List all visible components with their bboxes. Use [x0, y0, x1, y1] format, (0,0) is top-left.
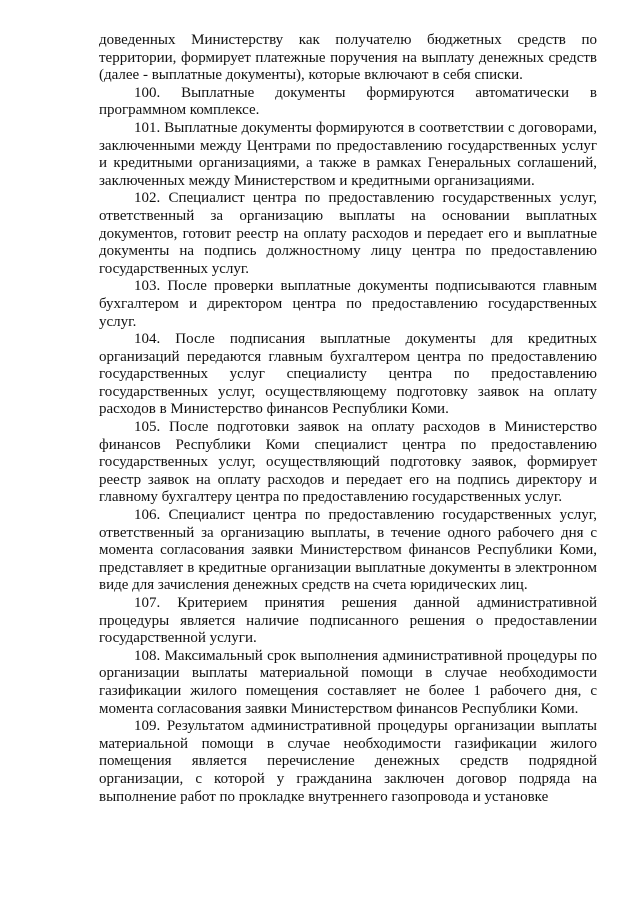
paragraph-108: 108. Максимальный срок выполнения административной процедуры по организации выплаты материальной помощи в случае необходимости газификации жилого помещения составляет не более 1 рабочего дня, с момента согласования заявки Министерством финансов Республики Коми. [99, 647, 597, 717]
paragraph-105: 105. После подготовки заявок на оплату расходов в Министерство финансов Республики Коми специалист центра по предоставлению государственных услуг, осуществляющий подготовку заявок, формирует реестр заявок на оплату расходов и передает его на подпись директору и главному бухгалтеру центра по предоставлению государственных услуг. [99, 419, 597, 506]
paragraph-102: 102. Специалист центра по предоставлению государственных услуг, ответственный за организацию выплаты на основании выплатных документов, готовит реестр на оплату расходов и передает его и выплатные документы на подпись должностному лицу центра по предоставлению государственных услуг. [99, 190, 597, 277]
paragraph-104: 104. После подписания выплатные документы для кредитных организаций передаются главным бухгалтером центра по предоставлению государственных услуг специалисту центра по предоставлению государственных услуг, осуществляющему подготовку заявок на оплату расходов в Министерство финансов Республики Коми. [99, 331, 597, 418]
document-page [99, 32, 597, 806]
paragraph-101: 101. Выплатные документы формируются в соответствии с договорами, заключенными между Центрами по предоставлению государственных услуг и кредитными организациями, а также в рамках Генеральных соглашений, заключенных между Министерством и кредитными организациями. [99, 119, 597, 189]
paragraph-106: 106. Специалист центра по предоставлению государственных услуг, ответственный за организацию выплаты, в течение одного рабочего дня с момента согласования заявки Министерством финансов Республики Коми, представляет в кредитные организации выплатные документы в электронном виде для зачисления денежных средств на счета юридических лиц. [99, 507, 597, 594]
paragraph-109: 109. Результатом административной процедуры организации выплаты материальной помощи в случае необходимости газификации жилого помещения является перечисление денежных средств подрядной организации, с которой у гражданина заключен договор подряда на выполнение работ по прокладке внутреннего газопровода и установке [99, 718, 597, 805]
paragraph-103: 103. После проверки выплатные документы подписываются главным бухгалтером и директором центра по предоставлению государственных услуг. [99, 278, 597, 330]
paragraph-107: 107. Критерием принятия решения данной административной процедуры является наличие подписанного решения о предоставлении государственной услуги. [99, 595, 597, 647]
paragraph-continuation: доведенных Министерству как получателю бюджетных средств по территории, формирует платежные поручения на выплату денежных средств (далее - выплатные документы), которые включают в себя списки. [99, 32, 597, 84]
paragraph-100: 100. Выплатные документы формируются автоматически в программном комплексе. [99, 84, 597, 119]
